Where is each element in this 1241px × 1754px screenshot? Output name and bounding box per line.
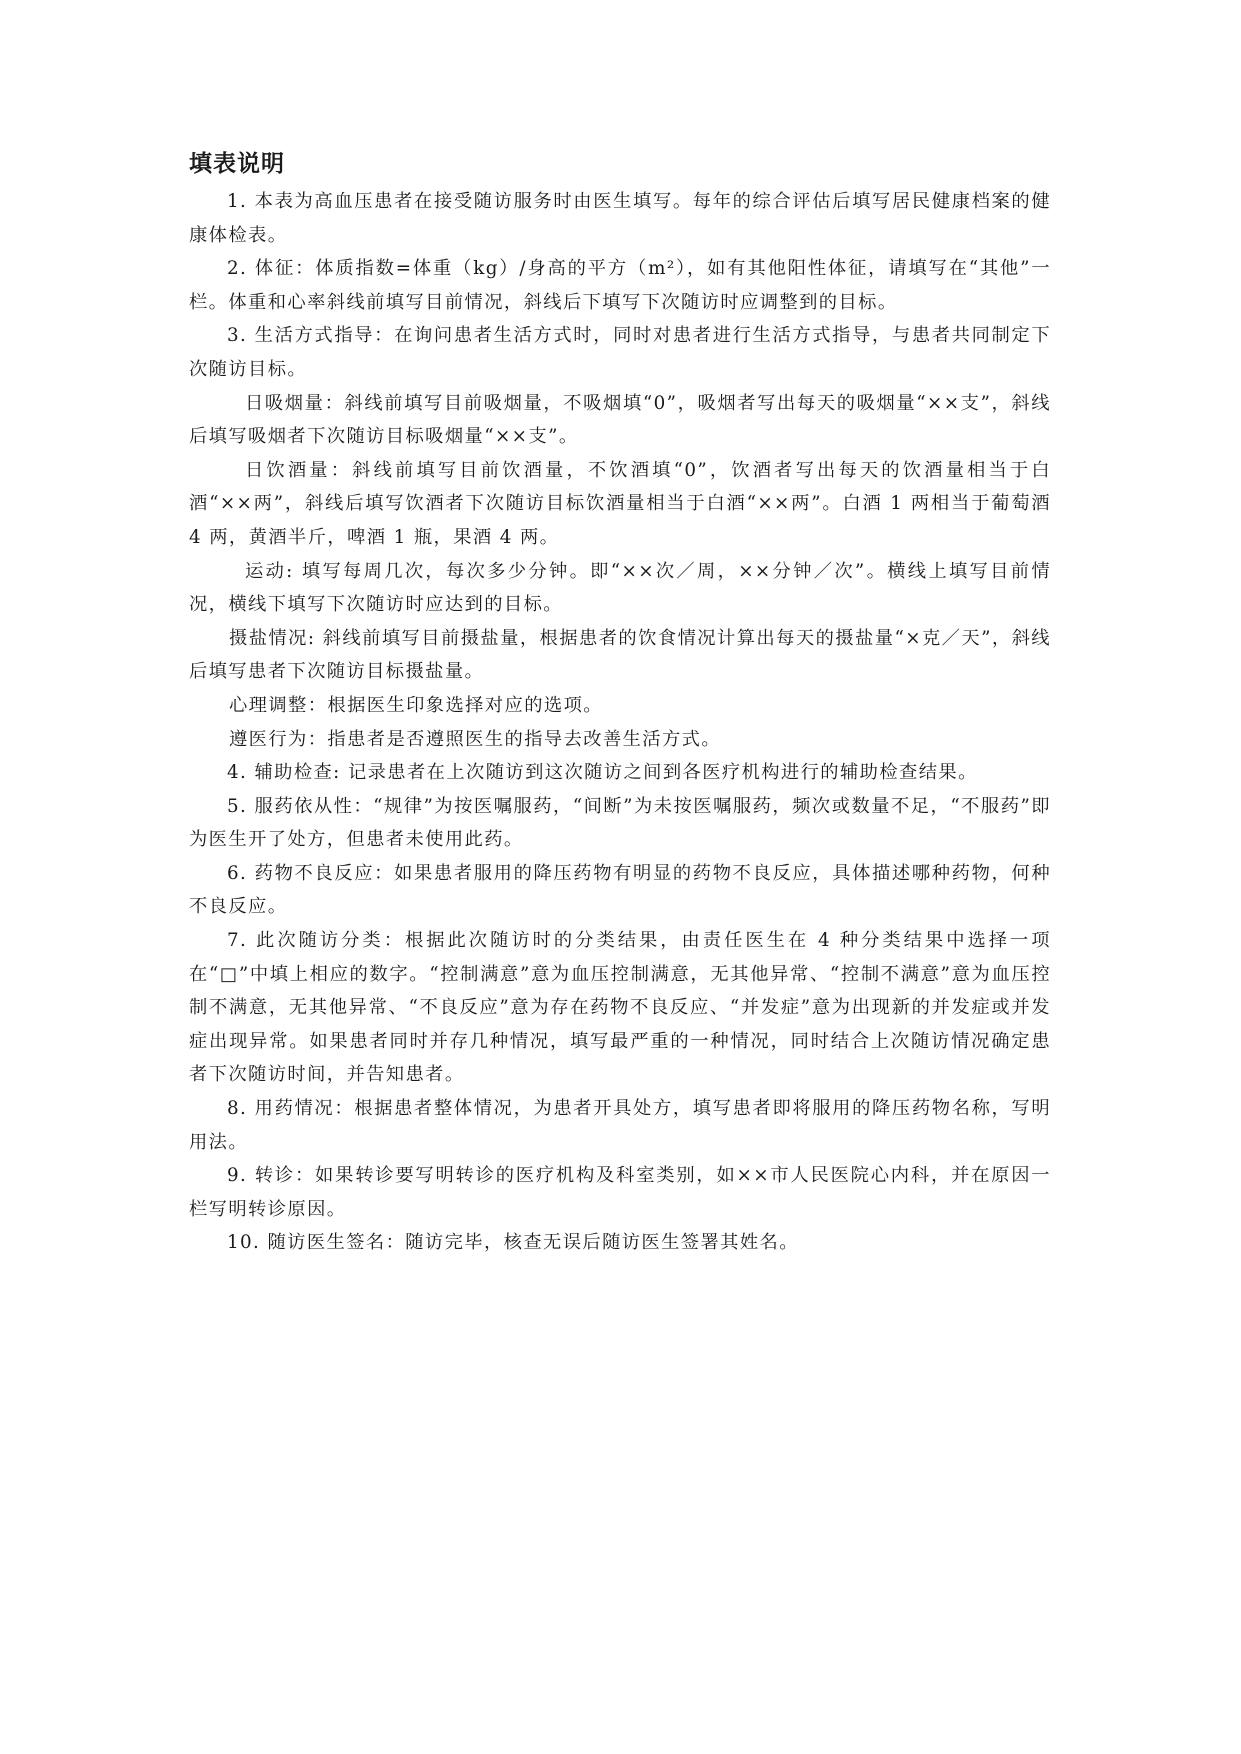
instruction-5: 5. 服药依从性：“规律”为按医嘱服药，“间断”为未按医嘱服药，频次或数量不足，“不服药”即为医生开了处方，但患者未使用此药。 [189,795,1051,851]
instruction-3-compliance: 遵医行为：指患者是否遵照医生的指导去改善生活方式。 [229,728,722,750]
document-page [189,147,1051,1260]
instruction-4: 4. 辅助检查: 记录患者在上次随访到这次随访之间到各医疗机构进行的辅助检查结果。 [227,762,978,784]
instruction-2: 2. 体征：体质指数=体重（kg）/身高的平方（m²），如有其他阳性体征，请填写在“其他”一栏。体重和心率斜线前填写目前情况，斜线后下填写下次随访时应调整到的目标。 [189,258,1051,313]
instruction-3-salt: 摄盐情况: 斜线前填写目前摄盐量，根据患者的饮食情况计算出每天的摄盐量“×克／天”，斜线后填写患者下次随访目标摄盐量。 [189,627,1051,683]
instruction-1: 1. 本表为高血压患者在接受随访服务时由医生填写。每年的综合评估后填写居民健康档案的健康体检表。 [189,191,1051,246]
instruction-6: 6. 药物不良反应：如果患者服用的降压药物有明显的药物不良反应，具体描述哪种药物，何种不良反应。 [189,862,1051,918]
instruction-3: 3. 生活方式指导：在询问患者生活方式时，同时对患者进行生活方式指导，与患者共同制定下次随访目标。 [189,325,1051,380]
instruction-3-drinking: 日饮酒量：斜线前填写目前饮酒量，不饮酒填“0”，饮酒者写出每天的饮酒量相当于白酒“××两”，斜线后填写饮酒者下次随访目标饮酒量相当于白酒“××两”。白酒 1 两相当于葡萄酒 4 两，黄酒半斤，啤酒 1 瓶，果酒 4 两。 [189,459,1051,548]
instruction-3-psychology: 心理调整：根据医生印象选择对应的选项。 [229,694,603,716]
instruction-3-smoking: 日吸烟量：斜线前填写目前吸烟量，不吸烟填“0”，吸烟者写出每天的吸烟量“××支”，斜线后填写吸烟者下次随访目标吸烟量“××支”。 [189,392,1051,448]
document-title: 填表说明 [189,151,285,177]
instruction-9: 9. 转诊：如果转诊要写明转诊的医疗机构及科室类别，如××市人民医院心内科，并在原因一栏写明转诊原因。 [189,1165,1051,1220]
instruction-7: 7. 此次随访分类：根据此次随访时的分类结果，由责任医生在 4 种分类结果中选择一项在“□”中填上相应的数字。“控制满意”意为血压控制满意，无其他异常、“控制不满意”意为血压控制不满意，无其他异常、“不良反应”意为存在药物不良反应、“并发症”意为出现新的并发症或并发症出现异常。如果患者同时并存几种情况，填写最严重的一种情况，同时结合上次随访情况确定患者下次随访时间，并告知患者。 [189,930,1051,1086]
instruction-10: 10. 随访医生签名：随访完毕，核查无误后随访医生签署其姓名。 [227,1232,799,1254]
instruction-8: 8. 用药情况：根据患者整体情况，为患者开具处方，填写患者即将服用的降压药物名称，写明用法。 [189,1098,1051,1153]
instruction-3-exercise: 运动: 填写每周几次，每次多少分钟。即“××次／周，××分钟／次”。横线上填写目前情况，横线下填写下次随访时应达到的目标。 [189,560,1051,616]
